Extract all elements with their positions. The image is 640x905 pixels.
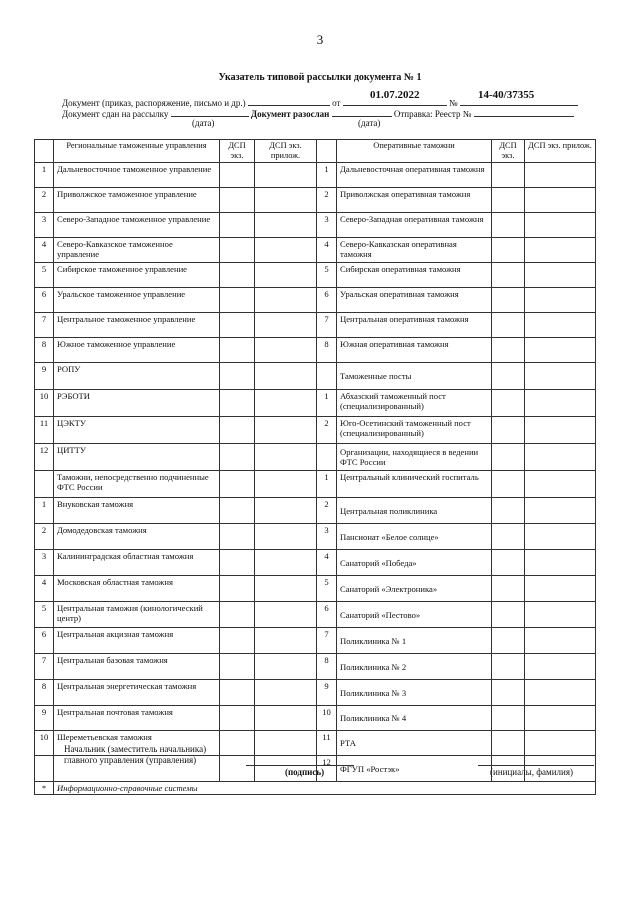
right-org-name: ФГУП «Ростэк» bbox=[337, 756, 492, 782]
registry-field[interactable] bbox=[474, 107, 574, 117]
right-dsp-app-cell[interactable] bbox=[525, 163, 596, 188]
right-dsp-app-cell[interactable] bbox=[525, 602, 596, 628]
left-row-number: 10 bbox=[35, 731, 54, 756]
right-org-name: Санаторий «Электроника» bbox=[337, 576, 492, 602]
distribution-table bbox=[34, 139, 596, 795]
left-dsp-app-cell[interactable] bbox=[255, 238, 317, 263]
right-org-name: Центральная поликлиника bbox=[337, 498, 492, 524]
header-right-dsp: ДСП экз. bbox=[492, 140, 525, 163]
right-row-number: 6 bbox=[317, 288, 337, 313]
left-org-name: Внуковская таможня bbox=[54, 498, 220, 524]
right-dsp-app-cell[interactable] bbox=[525, 731, 596, 756]
right-dsp-copies-cell[interactable] bbox=[492, 654, 525, 680]
left-dsp-copies-cell[interactable] bbox=[220, 213, 255, 238]
left-org-name: РОПУ bbox=[54, 363, 220, 390]
left-dsp-app-cell[interactable] bbox=[255, 654, 317, 680]
table-row bbox=[35, 163, 596, 188]
left-dsp-app-cell[interactable] bbox=[255, 213, 317, 238]
name-caption: (инициалы, фамилия) bbox=[490, 767, 573, 777]
right-dsp-app-cell[interactable] bbox=[525, 188, 596, 213]
left-dsp-copies-cell[interactable] bbox=[220, 338, 255, 363]
table-row bbox=[35, 654, 596, 680]
left-dsp-app-cell[interactable] bbox=[255, 444, 317, 471]
right-dsp-copies-cell[interactable] bbox=[492, 313, 525, 338]
left-row-number: 3 bbox=[35, 213, 54, 238]
right-row-number bbox=[317, 363, 337, 390]
submitted-date-field[interactable] bbox=[171, 107, 249, 117]
number-field[interactable] bbox=[460, 96, 578, 106]
signature-position-line1: Начальник (заместитель начальника) bbox=[64, 744, 207, 754]
header-right-dsp-app: ДСП экз. прилож. bbox=[525, 140, 596, 163]
header-left-dsp-app: ДСП экз. прилож. bbox=[255, 140, 317, 163]
left-dsp-app-cell[interactable] bbox=[255, 680, 317, 706]
right-dsp-copies-cell[interactable] bbox=[492, 524, 525, 550]
left-row-number: 2 bbox=[35, 524, 54, 550]
right-dsp-copies-cell[interactable] bbox=[492, 213, 525, 238]
right-dsp-copies-cell[interactable] bbox=[492, 338, 525, 363]
right-org-name: Поликлиника № 2 bbox=[337, 654, 492, 680]
right-dsp-copies-cell[interactable] bbox=[492, 498, 525, 524]
left-dsp-app-cell[interactable] bbox=[255, 550, 317, 576]
right-row-number: 5 bbox=[317, 576, 337, 602]
left-row-number: 12 bbox=[35, 444, 54, 471]
date-caption-2: (дата) bbox=[358, 118, 381, 128]
right-dsp-copies-cell[interactable] bbox=[492, 602, 525, 628]
right-row-number: 8 bbox=[317, 338, 337, 363]
left-org-name: Сибирское таможенное управление bbox=[54, 263, 220, 288]
left-dsp-app-cell[interactable] bbox=[255, 163, 317, 188]
left-row-number: 4 bbox=[35, 238, 54, 263]
table-header-row bbox=[35, 140, 596, 163]
left-org-name: Приволжское таможенное управление bbox=[54, 188, 220, 213]
left-row-number: 1 bbox=[35, 498, 54, 524]
table-row bbox=[35, 338, 596, 363]
right-org-name: Южная оперативная таможня bbox=[337, 338, 492, 363]
document-type-field[interactable] bbox=[248, 96, 330, 106]
left-row-number bbox=[35, 756, 54, 782]
name-field[interactable] bbox=[478, 764, 594, 766]
right-org-name: Санаторий «Победа» bbox=[337, 550, 492, 576]
left-dsp-copies-cell[interactable] bbox=[220, 188, 255, 213]
right-org-name: Поликлиника № 1 bbox=[337, 628, 492, 654]
left-dsp-copies-cell[interactable] bbox=[220, 163, 255, 188]
right-dsp-app-cell[interactable] bbox=[525, 471, 596, 498]
table-row bbox=[35, 628, 596, 654]
right-row-number: 4 bbox=[317, 238, 337, 263]
distributed-date-field[interactable] bbox=[332, 107, 392, 117]
left-dsp-copies-cell[interactable] bbox=[220, 238, 255, 263]
table-row bbox=[35, 602, 596, 628]
left-dsp-copies-cell[interactable] bbox=[220, 313, 255, 338]
document-title: Указатель типовой рассылки документа № 1 bbox=[218, 72, 422, 83]
table-row bbox=[35, 188, 596, 213]
left-dsp-app-cell[interactable] bbox=[255, 706, 317, 731]
table-row-info-systems bbox=[35, 782, 596, 795]
right-dsp-app-cell[interactable] bbox=[525, 680, 596, 706]
left-dsp-copies-cell[interactable] bbox=[220, 288, 255, 313]
table-row bbox=[35, 213, 596, 238]
left-dsp-app-cell[interactable] bbox=[255, 390, 317, 417]
left-dsp-copies-cell[interactable] bbox=[220, 731, 255, 756]
left-row-number: 1 bbox=[35, 163, 54, 188]
left-dsp-copies-cell[interactable] bbox=[220, 654, 255, 680]
right-org-name: Организации, находящиеся в ведении ФТС России bbox=[337, 444, 492, 471]
right-org-name: Сибирская оперативная таможня bbox=[337, 263, 492, 288]
right-dsp-copies-cell[interactable] bbox=[492, 471, 525, 498]
right-row-number: 6 bbox=[317, 602, 337, 628]
left-row-number: 9 bbox=[35, 706, 54, 731]
left-dsp-copies-cell[interactable] bbox=[220, 756, 255, 782]
left-org-name: Дальневосточное таможенное управление bbox=[54, 163, 220, 188]
table-row bbox=[35, 363, 596, 390]
left-org-name: Калининградская областная таможня bbox=[54, 550, 220, 576]
left-org-name: Уральское таможенное управление bbox=[54, 288, 220, 313]
left-dsp-copies-cell[interactable] bbox=[220, 576, 255, 602]
right-org-name: Таможенные посты bbox=[337, 363, 492, 390]
right-dsp-copies-cell[interactable] bbox=[492, 628, 525, 654]
signature-field[interactable] bbox=[246, 764, 354, 766]
distributed-label: Документ разослан bbox=[250, 109, 330, 119]
left-row-number: 4 bbox=[35, 576, 54, 602]
right-org-name: Абхазский таможенный пост (специализированный) bbox=[337, 390, 492, 417]
left-dsp-copies-cell[interactable] bbox=[220, 363, 255, 390]
left-row-number: 2 bbox=[35, 188, 54, 213]
right-dsp-app-cell[interactable] bbox=[525, 628, 596, 654]
right-row-number: 1 bbox=[317, 163, 337, 188]
header-right-num bbox=[317, 140, 337, 163]
right-row-number bbox=[317, 444, 337, 471]
left-dsp-app-cell[interactable] bbox=[255, 263, 317, 288]
table-row bbox=[35, 576, 596, 602]
left-dsp-copies-cell[interactable] bbox=[220, 628, 255, 654]
left-row-number: 8 bbox=[35, 338, 54, 363]
table-row bbox=[35, 313, 596, 338]
left-org-name: ЦЭКТУ bbox=[54, 417, 220, 444]
date-caption-1: (дата) bbox=[192, 118, 215, 128]
left-dsp-copies-cell[interactable] bbox=[220, 444, 255, 471]
header-operative: Оперативные таможни bbox=[337, 140, 492, 163]
right-org-name: Пансионат «Белое солнце» bbox=[337, 524, 492, 550]
number-label: № bbox=[448, 98, 458, 108]
left-org-name: Шереметьевская таможня bbox=[54, 731, 220, 756]
right-row-number: 12 bbox=[317, 756, 337, 782]
info-systems-label: Информационно-справочные системы bbox=[54, 782, 596, 795]
right-row-number: 8 bbox=[317, 654, 337, 680]
left-row-number: 9 bbox=[35, 363, 54, 390]
left-dsp-copies-cell[interactable] bbox=[220, 680, 255, 706]
right-row-number: 3 bbox=[317, 213, 337, 238]
right-dsp-app-cell[interactable] bbox=[525, 390, 596, 417]
info-systems-mark: * bbox=[35, 782, 54, 795]
header-regional: Региональные таможенные управления bbox=[54, 140, 220, 163]
right-dsp-copies-cell[interactable] bbox=[492, 444, 525, 471]
right-dsp-app-cell[interactable] bbox=[525, 444, 596, 471]
date-field[interactable] bbox=[343, 96, 447, 106]
right-row-number: 5 bbox=[317, 263, 337, 288]
document-date: 01.07.2022 bbox=[370, 89, 420, 101]
left-dsp-app-cell[interactable] bbox=[255, 288, 317, 313]
right-dsp-app-cell[interactable] bbox=[525, 417, 596, 444]
left-org-name: Центральная акцизная таможня bbox=[54, 628, 220, 654]
right-row-number: 9 bbox=[317, 680, 337, 706]
table-row bbox=[35, 471, 596, 498]
right-dsp-app-cell[interactable] bbox=[525, 288, 596, 313]
left-org-name: Южное таможенное управление bbox=[54, 338, 220, 363]
right-dsp-app-cell[interactable] bbox=[525, 550, 596, 576]
left-row-number: 8 bbox=[35, 680, 54, 706]
table-row bbox=[35, 288, 596, 313]
left-row-number: 5 bbox=[35, 263, 54, 288]
left-dsp-app-cell[interactable] bbox=[255, 417, 317, 444]
right-org-name: Центральный клинический госпиталь bbox=[337, 471, 492, 498]
right-row-number: 11 bbox=[317, 731, 337, 756]
right-org-name: Санаторий «Пестово» bbox=[337, 602, 492, 628]
header-left-dsp: ДСП экз. bbox=[220, 140, 255, 163]
right-dsp-app-cell[interactable] bbox=[525, 238, 596, 263]
table-row bbox=[35, 417, 596, 444]
signature-position-line2: главного управления (управления) bbox=[64, 755, 197, 765]
right-org-name: Уральская оперативная таможня bbox=[337, 288, 492, 313]
right-dsp-app-cell[interactable] bbox=[525, 498, 596, 524]
right-dsp-app-cell[interactable] bbox=[525, 363, 596, 390]
right-row-number: 2 bbox=[317, 417, 337, 444]
left-dsp-copies-cell[interactable] bbox=[220, 524, 255, 550]
left-dsp-copies-cell[interactable] bbox=[220, 263, 255, 288]
right-dsp-app-cell[interactable] bbox=[525, 213, 596, 238]
left-dsp-app-cell[interactable] bbox=[255, 313, 317, 338]
left-dsp-app-cell[interactable] bbox=[255, 188, 317, 213]
left-org-name: Центральное таможенное управление bbox=[54, 313, 220, 338]
submitted-label: Документ сдан на рассылку bbox=[62, 109, 169, 119]
left-row-number: 5 bbox=[35, 602, 54, 628]
right-row-number: 7 bbox=[317, 628, 337, 654]
right-dsp-app-cell[interactable] bbox=[525, 524, 596, 550]
left-row-number: 10 bbox=[35, 390, 54, 417]
right-dsp-copies-cell[interactable] bbox=[492, 706, 525, 731]
right-dsp-copies-cell[interactable] bbox=[492, 188, 525, 213]
left-dsp-copies-cell[interactable] bbox=[220, 550, 255, 576]
right-org-name: Северо-Кавказская оперативная таможня bbox=[337, 238, 492, 263]
right-org-name: Дальневосточная оперативная таможня bbox=[337, 163, 492, 188]
left-dsp-app-cell[interactable] bbox=[255, 576, 317, 602]
signature-caption: (подпись) bbox=[285, 767, 325, 777]
right-row-number: 1 bbox=[317, 390, 337, 417]
right-dsp-copies-cell[interactable] bbox=[492, 238, 525, 263]
right-dsp-app-cell[interactable] bbox=[525, 313, 596, 338]
right-row-number: 7 bbox=[317, 313, 337, 338]
left-org-name: Северо-Западное таможенное управление bbox=[54, 213, 220, 238]
right-row-number: 10 bbox=[317, 706, 337, 731]
right-row-number: 4 bbox=[317, 550, 337, 576]
right-org-name: Центральная оперативная таможня bbox=[337, 313, 492, 338]
left-row-number: 6 bbox=[35, 628, 54, 654]
left-dsp-app-cell[interactable] bbox=[255, 524, 317, 550]
left-dsp-app-cell[interactable] bbox=[255, 471, 317, 498]
left-dsp-copies-cell[interactable] bbox=[220, 498, 255, 524]
left-dsp-copies-cell[interactable] bbox=[220, 471, 255, 498]
left-dsp-app-cell[interactable] bbox=[255, 363, 317, 390]
right-org-name: Юго-Осетинский таможенный пост (специализированный) bbox=[337, 417, 492, 444]
left-dsp-app-cell[interactable] bbox=[255, 338, 317, 363]
right-org-name: Приволжская оперативная таможня bbox=[337, 188, 492, 213]
left-org-name: Центральная почтовая таможня bbox=[54, 706, 220, 731]
left-org-name: Домодедовская таможня bbox=[54, 524, 220, 550]
right-dsp-app-cell[interactable] bbox=[525, 263, 596, 288]
right-dsp-app-cell[interactable] bbox=[525, 338, 596, 363]
right-dsp-copies-cell[interactable] bbox=[492, 680, 525, 706]
right-row-number: 2 bbox=[317, 498, 337, 524]
left-org-name: Центральная энергетическая таможня bbox=[54, 680, 220, 706]
table-row bbox=[35, 706, 596, 731]
table-row bbox=[35, 524, 596, 550]
table-row bbox=[35, 238, 596, 263]
left-org-name: Центральная таможня (кинологический центр) bbox=[54, 602, 220, 628]
sent-line bbox=[62, 107, 574, 119]
document-number: 14-40/37355 bbox=[478, 89, 535, 101]
page-number: 3 bbox=[316, 32, 324, 47]
registry-label: Реестр № bbox=[434, 109, 472, 119]
right-org-name: Поликлиника № 3 bbox=[337, 680, 492, 706]
left-org-name: Северо-Кавказское таможенное управление bbox=[54, 238, 220, 263]
right-org-name: Северо-Западная оперативная таможня bbox=[337, 213, 492, 238]
table-row bbox=[35, 444, 596, 471]
right-dsp-copies-cell[interactable] bbox=[492, 550, 525, 576]
right-dsp-copies-cell[interactable] bbox=[492, 731, 525, 756]
right-dsp-copies-cell[interactable] bbox=[492, 390, 525, 417]
left-row-number bbox=[35, 471, 54, 498]
left-org-name: Центральная базовая таможня bbox=[54, 654, 220, 680]
left-row-number: 3 bbox=[35, 550, 54, 576]
right-org-name: Поликлиника № 4 bbox=[337, 706, 492, 731]
right-dsp-copies-cell[interactable] bbox=[492, 576, 525, 602]
table-row bbox=[35, 680, 596, 706]
document-type-label: Документ (приказ, распоряжение, письмо и др.) bbox=[62, 98, 246, 108]
right-dsp-copies-cell[interactable] bbox=[492, 417, 525, 444]
left-row-number: 7 bbox=[35, 313, 54, 338]
table-row bbox=[35, 390, 596, 417]
right-dsp-copies-cell[interactable] bbox=[492, 363, 525, 390]
table-row bbox=[35, 263, 596, 288]
left-org-name: РЭБОТИ bbox=[54, 390, 220, 417]
right-dsp-app-cell[interactable] bbox=[525, 706, 596, 731]
left-dsp-app-cell[interactable] bbox=[255, 498, 317, 524]
left-row-number: 6 bbox=[35, 288, 54, 313]
table-row bbox=[35, 550, 596, 576]
dispatch-label: Отправка: bbox=[393, 109, 433, 119]
left-dsp-copies-cell[interactable] bbox=[220, 417, 255, 444]
from-label: от bbox=[332, 98, 341, 108]
right-org-name: РТА bbox=[337, 731, 492, 756]
left-dsp-copies-cell[interactable] bbox=[220, 390, 255, 417]
left-org-name: ЦИТТУ bbox=[54, 444, 220, 471]
right-row-number: 3 bbox=[317, 524, 337, 550]
left-org-name: Таможни, непосредственно подчиненные ФТС России bbox=[54, 471, 220, 498]
left-dsp-app-cell[interactable] bbox=[255, 731, 317, 756]
left-dsp-app-cell[interactable] bbox=[255, 602, 317, 628]
left-dsp-copies-cell[interactable] bbox=[220, 706, 255, 731]
left-row-number: 11 bbox=[35, 417, 54, 444]
right-dsp-copies-cell[interactable] bbox=[492, 288, 525, 313]
right-dsp-app-cell[interactable] bbox=[525, 576, 596, 602]
left-row-number: 7 bbox=[35, 654, 54, 680]
table-row bbox=[35, 498, 596, 524]
right-dsp-app-cell[interactable] bbox=[525, 654, 596, 680]
left-dsp-copies-cell[interactable] bbox=[220, 602, 255, 628]
right-row-number: 2 bbox=[317, 188, 337, 213]
right-row-number: 1 bbox=[317, 471, 337, 498]
header-left-num bbox=[35, 140, 54, 163]
right-dsp-copies-cell[interactable] bbox=[492, 163, 525, 188]
left-org-name: Московская областная таможня bbox=[54, 576, 220, 602]
right-dsp-copies-cell[interactable] bbox=[492, 263, 525, 288]
left-dsp-app-cell[interactable] bbox=[255, 628, 317, 654]
